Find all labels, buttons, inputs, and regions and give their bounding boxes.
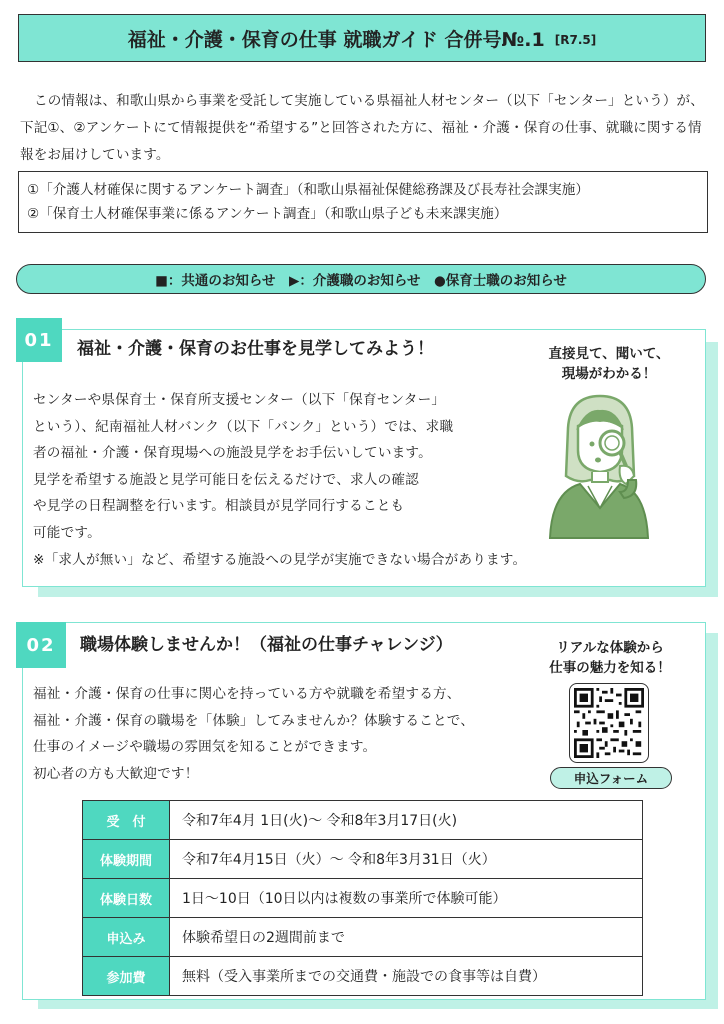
section2-line-2: 福祉・介護・保育の職場を「体験」してみませんか？体験することで、 [33, 712, 475, 729]
table-label-reception: 受 付 [83, 801, 170, 840]
section1-tagline [520, 344, 698, 384]
section2-tagline-line1: リアルな体験から [556, 640, 664, 656]
table-value-fee: 無料（受入事業所までの交通費・施設での食事等は自費） [170, 957, 643, 996]
qr-code-frame[interactable] [569, 683, 649, 763]
table-row [83, 840, 643, 879]
notice-legend [16, 264, 706, 294]
intro-paragraph: この情報は、和歌山県から事業を受託して実施している県福祉人材センター（以下「センター」という）が、下記①、②アンケートにて情報提供を“希望する”と回答された方に、福祉・介護・保育の仕事、就職に関する情報をお届けしています。 [20, 93, 704, 163]
section1-line-4: 見学を希望する施設と見学可能日を伝えるだけで、求人の確認 [33, 471, 419, 488]
page-header [18, 14, 706, 62]
table-value-days: 1日～10日（10日以内は複数の事業所で体験可能） [170, 879, 643, 918]
table-label-fee: 参加費 [83, 957, 170, 996]
section1-note: ※「求人が無い」など、希望する施設への見学が実施できない場合があります。 [33, 552, 527, 568]
section1-line-3: 者の福祉・介護・保育現場への施設見学をお手伝いしています。 [33, 445, 432, 461]
apply-form-label: 申込フォーム [573, 771, 649, 786]
table-label-period: 体験期間 [83, 840, 170, 879]
section2-tagline [530, 638, 690, 678]
section2-title: 職場体験しませんか！（福祉の仕事チャレンジ） [80, 635, 453, 655]
section1-title: 福祉・介護・保育のお仕事を見学してみよう！ [77, 339, 434, 359]
table-row [83, 957, 643, 996]
section1-body [33, 387, 633, 546]
section2-line-4: 初心者の方も大歓迎です！ [33, 765, 199, 782]
section2-number: 02 [16, 622, 66, 668]
table-label-days: 体験日数 [83, 879, 170, 918]
page-title: 福祉・介護・保育の仕事 就職ガイド 合併号№.1 [127, 28, 545, 51]
table-row [83, 918, 643, 957]
section1-line-5: や見学の日程調整を行います。相談員が見学同行することも [33, 498, 405, 514]
table-value-reception: 令和7年4月 1日(火)～ 令和8年3月17日(火) [170, 801, 643, 840]
qr-code-icon[interactable] [574, 688, 644, 758]
issue-date: [R7.5] [554, 33, 597, 47]
table-row [83, 801, 643, 840]
experience-info-table [82, 800, 643, 996]
section1-tagline-line2: 現場がわかる！ [561, 366, 657, 382]
survey-item-1: ①「介護人材確保に関するアンケート調査」（和歌山県福祉保健総務課及び長寿社会課実施） [27, 182, 589, 198]
section1-line-1: センターや県保育士・保育所支援センター（以下「保育センター」 [33, 392, 446, 408]
table-row [83, 879, 643, 918]
table-label-application: 申込み [83, 918, 170, 957]
section1-number: 01 [16, 318, 62, 362]
section2-line-3: 仕事のイメージや職場の雰囲気を知ることができます。 [33, 739, 377, 755]
section2-body [33, 681, 553, 787]
section1-line-6: 可能です。 [33, 524, 101, 541]
survey-item-2: ②「保育士人材確保事業に係るアンケート調査」（和歌山県子ども未来課実施） [27, 206, 508, 222]
notice-legend-text: ■：共通のお知らせ ▶：介護職のお知らせ ●保育士職のお知らせ [155, 273, 567, 289]
table-value-period: 令和7年4月15日（火）～ 令和8年3月31日（火） [170, 840, 643, 879]
section1-tagline-line1: 直接見て、聞いて、 [548, 346, 670, 362]
survey-list [18, 171, 708, 233]
apply-form-button[interactable] [550, 767, 672, 789]
table-value-application: 体験希望日の2週間前まで [170, 918, 643, 957]
section2-tagline-line2: 仕事の魅力を知る！ [549, 660, 671, 676]
section2-line-1: 福祉・介護・保育の仕事に関心を持っている方や就職を希望する方、 [33, 686, 461, 702]
section1-line-2: という）、紀南福祉人材バンク（以下「バンク」という）では、求職 [33, 418, 454, 435]
